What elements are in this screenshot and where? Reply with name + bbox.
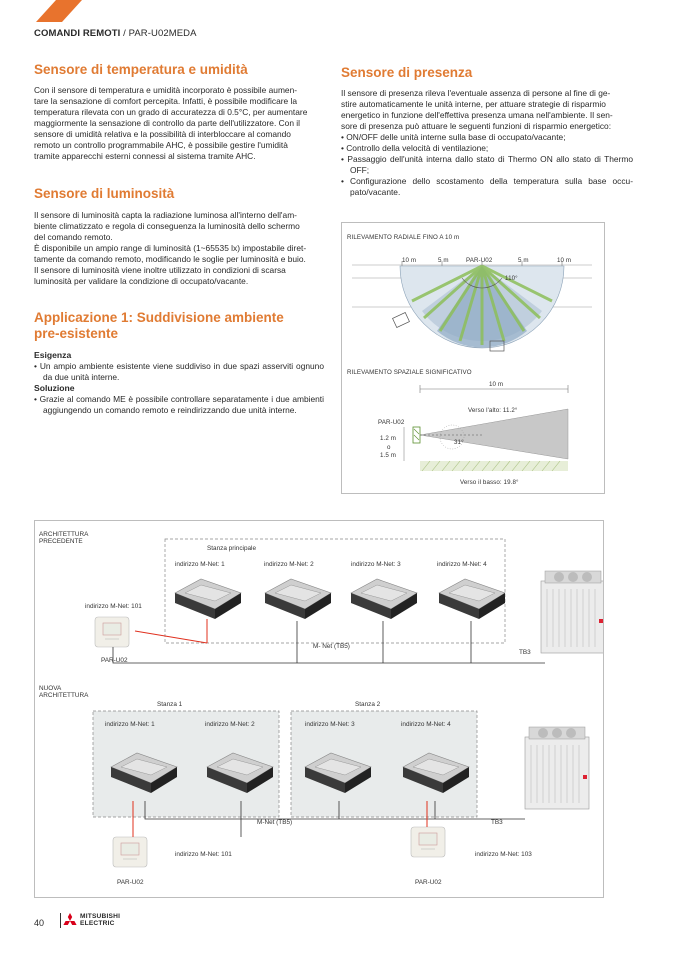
radial-label-10m-right: 10 m — [557, 257, 572, 264]
arch2-rc1-address: indirizzo M-Net: 101 — [175, 851, 232, 858]
lum-text: Il sensore di luminosità capta la radiazione luminosa all'interno dell'am- biente climatizzato e regola di conseguenza la luminosità dello schermo del comando remoto. È disponibile un ampio range di luminosità (1~65535 lx) impostabile diret- tamente da comando remoto, modificando le soglie per luminosità e buio. Il sensore di luminosità viene inoltre utilizzato in condizioni di scarsa luminosità per validare la condizione di occupato/vacante. — [34, 210, 307, 287]
arch1-unit-4: indirizzo M-Net: 4 — [437, 561, 487, 568]
footer-divider — [60, 913, 61, 928]
arch1-rc-label: PAR-U02 — [101, 657, 128, 664]
arch2-unit-3: indirizzo M-Net: 3 — [305, 721, 355, 728]
arch2-room-2: Stanza 2 — [355, 701, 381, 708]
spatial-distance: 10 m — [489, 381, 504, 388]
architecture-drawing — [35, 521, 603, 897]
spatial-title: RILEVAMENTO SPAZIALE SIGNIFICATIVO — [347, 369, 472, 376]
page-header: COMANDI REMOTI / PAR-U02MEDA — [34, 28, 197, 39]
sensor-diagrams — [341, 222, 605, 494]
radial-angle: 110° — [505, 275, 518, 282]
arch1-unit-1: indirizzo M-Net: 1 — [175, 561, 225, 568]
spatial-device: PAR-U02 — [378, 419, 405, 426]
radial-label-10m-left: 10 m — [402, 257, 417, 264]
arch2-rc2-label: PAR-U02 — [415, 879, 442, 886]
lum-title: Sensore di luminosità — [34, 186, 175, 201]
arch2-room-1: Stanza 1 — [157, 701, 183, 708]
arch2-label: NUOVA ARCHITETTURA — [39, 685, 89, 699]
arch1-bus: M- Net (TB5) — [313, 643, 350, 650]
page-number: 40 — [34, 918, 45, 928]
arch2-unit-2: indirizzo M-Net: 2 — [205, 721, 255, 728]
pres-title: Sensore di presenza — [341, 65, 473, 80]
arch2-unit-1: indirizzo M-Net: 1 — [105, 721, 155, 728]
arch2-bus: M-Net (TB5) — [257, 819, 293, 826]
pres-text: Il sensore di presenza rileva l'eventuale assenza di persone al fine di ge- stire automaticamente le unità interne, per attuare strategie di risparmio energetico in funzione dell'effettiva presenza umana nell'ambiente. Il sen- sore di presenza può attuare le seguenti funzioni di risparmio energetico: • ON/OFF delle unità interne sulla base di occupato/vacante; • Controllo della velocità di ventilazione; • Passaggio dell'unità interna dallo stato di Thermo ON allo stato di Thermo OFF; • Configurazione dello scostamento della temperatura sulla base occu-pato/vacante. — [341, 88, 633, 198]
arch1-room: Stanza principale — [207, 545, 257, 552]
spatial-down-angle: Verso il basso: 19.8° — [460, 479, 519, 486]
spatial-height-2: 1.5 m — [380, 452, 396, 459]
arch1-label: ARCHITETTURA PRECEDENTE — [39, 531, 89, 545]
spatial-angle: 31° — [454, 439, 464, 446]
app-text: Esigenza • Un ampio ambiente esistente viene suddiviso in due spazi asserviti ognuno da due unità interne. Soluzione • Grazie al comando ME è possibile controllare separatamente i due ambienti aggiungendo un comando remoto e reindirizzando due unità interne. — [34, 350, 324, 416]
arch1-rc-address: indirizzo M-Net: 101 — [85, 603, 142, 610]
brand-name: MITSUBISHI ELECTRIC — [80, 913, 121, 927]
arch2-unit-4: indirizzo M-Net: 4 — [401, 721, 451, 728]
spatial-up-angle: Verso l'alto: 11.2° — [468, 407, 518, 414]
arch2-rc2-address: indirizzo M-Net: 103 — [475, 851, 532, 858]
arch2-rc1-label: PAR-U02 — [117, 879, 144, 886]
mitsubishi-logo-icon — [62, 912, 78, 928]
arch1-unit-3: indirizzo M-Net: 3 — [351, 561, 401, 568]
radial-label-5m-left: 5 m — [438, 257, 449, 264]
spatial-height-1: 1.2 m — [380, 435, 396, 442]
spatial-height-or: o — [387, 444, 391, 451]
temp-title: Sensore di temperatura e umidità — [34, 62, 248, 77]
arch1-unit-2: indirizzo M-Net: 2 — [264, 561, 314, 568]
temp-text: Con il sensore di temperatura e umidità incorporato è possibile aumen- tare la sensazione di comfort percepita. Infatti, è possibile modificare la temperatura rilevata con un grado di accuratezza di 0.5°C, per aumentare maggiormente la sensazione di controllo da parte dell'utilizzatore. Con il sensore di umidità relativa e la possibilità di interbloccare al comando remoto un controllo programmabile AHC, è possibile gestire l'umidità tramite apparecchi esterni connessi al sistema tramite AHC. — [34, 85, 308, 162]
corner-accent — [36, 0, 82, 22]
radial-label-device: PAR-U02 — [466, 257, 493, 264]
arch1-tb3: TB3 — [519, 649, 531, 656]
arch2-tb3: TB3 — [491, 819, 503, 826]
app-title: Applicazione 1: Suddivisione ambiente pre-esistente — [34, 310, 284, 341]
radial-title: RILEVAMENTO RADIALE FINO A 10 m — [347, 234, 460, 241]
radial-label-5m-right: 5 m — [518, 257, 529, 264]
architecture-diagram — [34, 520, 604, 898]
